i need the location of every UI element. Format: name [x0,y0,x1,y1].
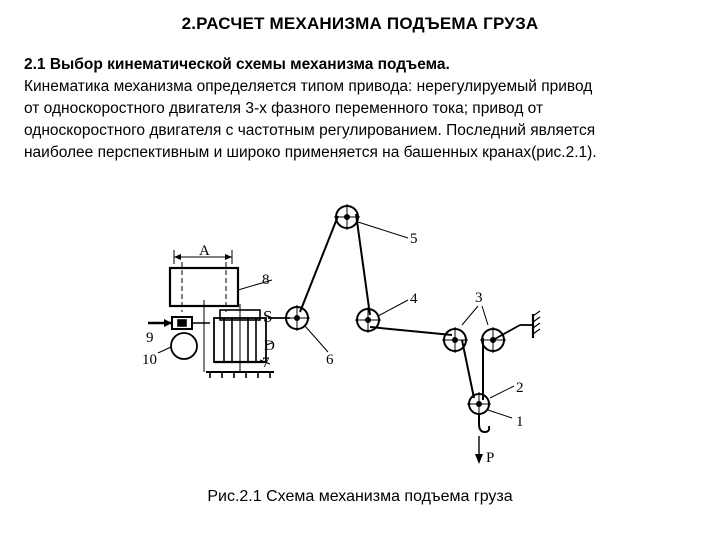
body-line: Кинематика механизма определяется типом привода: нерегулируемый привод [24,78,593,95]
diagram-label-7: 7 [262,355,270,371]
page-title: 2.РАСЧЕТ МЕХАНИЗМА ПОДЪЕМА ГРУЗА [181,14,539,33]
body-text [24,54,714,164]
body-line: от односкоростного двигателя 3-х фазного переменного тока; привод от [24,100,544,117]
diagram-label-P: P [486,450,495,466]
hoist-mechanism-diagram [0,180,720,480]
diagram-label-4: 4 [410,291,418,307]
diagram-label-A: A [199,243,210,259]
diagram-label-D: D [264,338,275,354]
diagram-label-10: 10 [142,352,157,368]
diagram-label-3: 3 [475,290,483,306]
diagram-label-8: 8 [262,272,270,288]
figure-caption: Рис.2.1 Схема механизма подъема груза [207,488,513,505]
diagram-label-S: S [263,307,273,326]
diagram-label-2: 2 [516,380,524,396]
diagram-label-6: 6 [326,352,334,368]
body-line: наиболее перспективным и широко применяется на башенных кранах(рис.2.1). [24,144,597,161]
section-heading: 2.1 Выбор кинематической схемы механизма подъема. [24,56,450,73]
diagram-label-1: 1 [516,414,524,430]
diagram-label-9: 9 [146,330,154,346]
body-line: односкоростного двигателя с частотным регулированием. Последний является [24,122,596,139]
diagram-label-5: 5 [410,231,418,247]
